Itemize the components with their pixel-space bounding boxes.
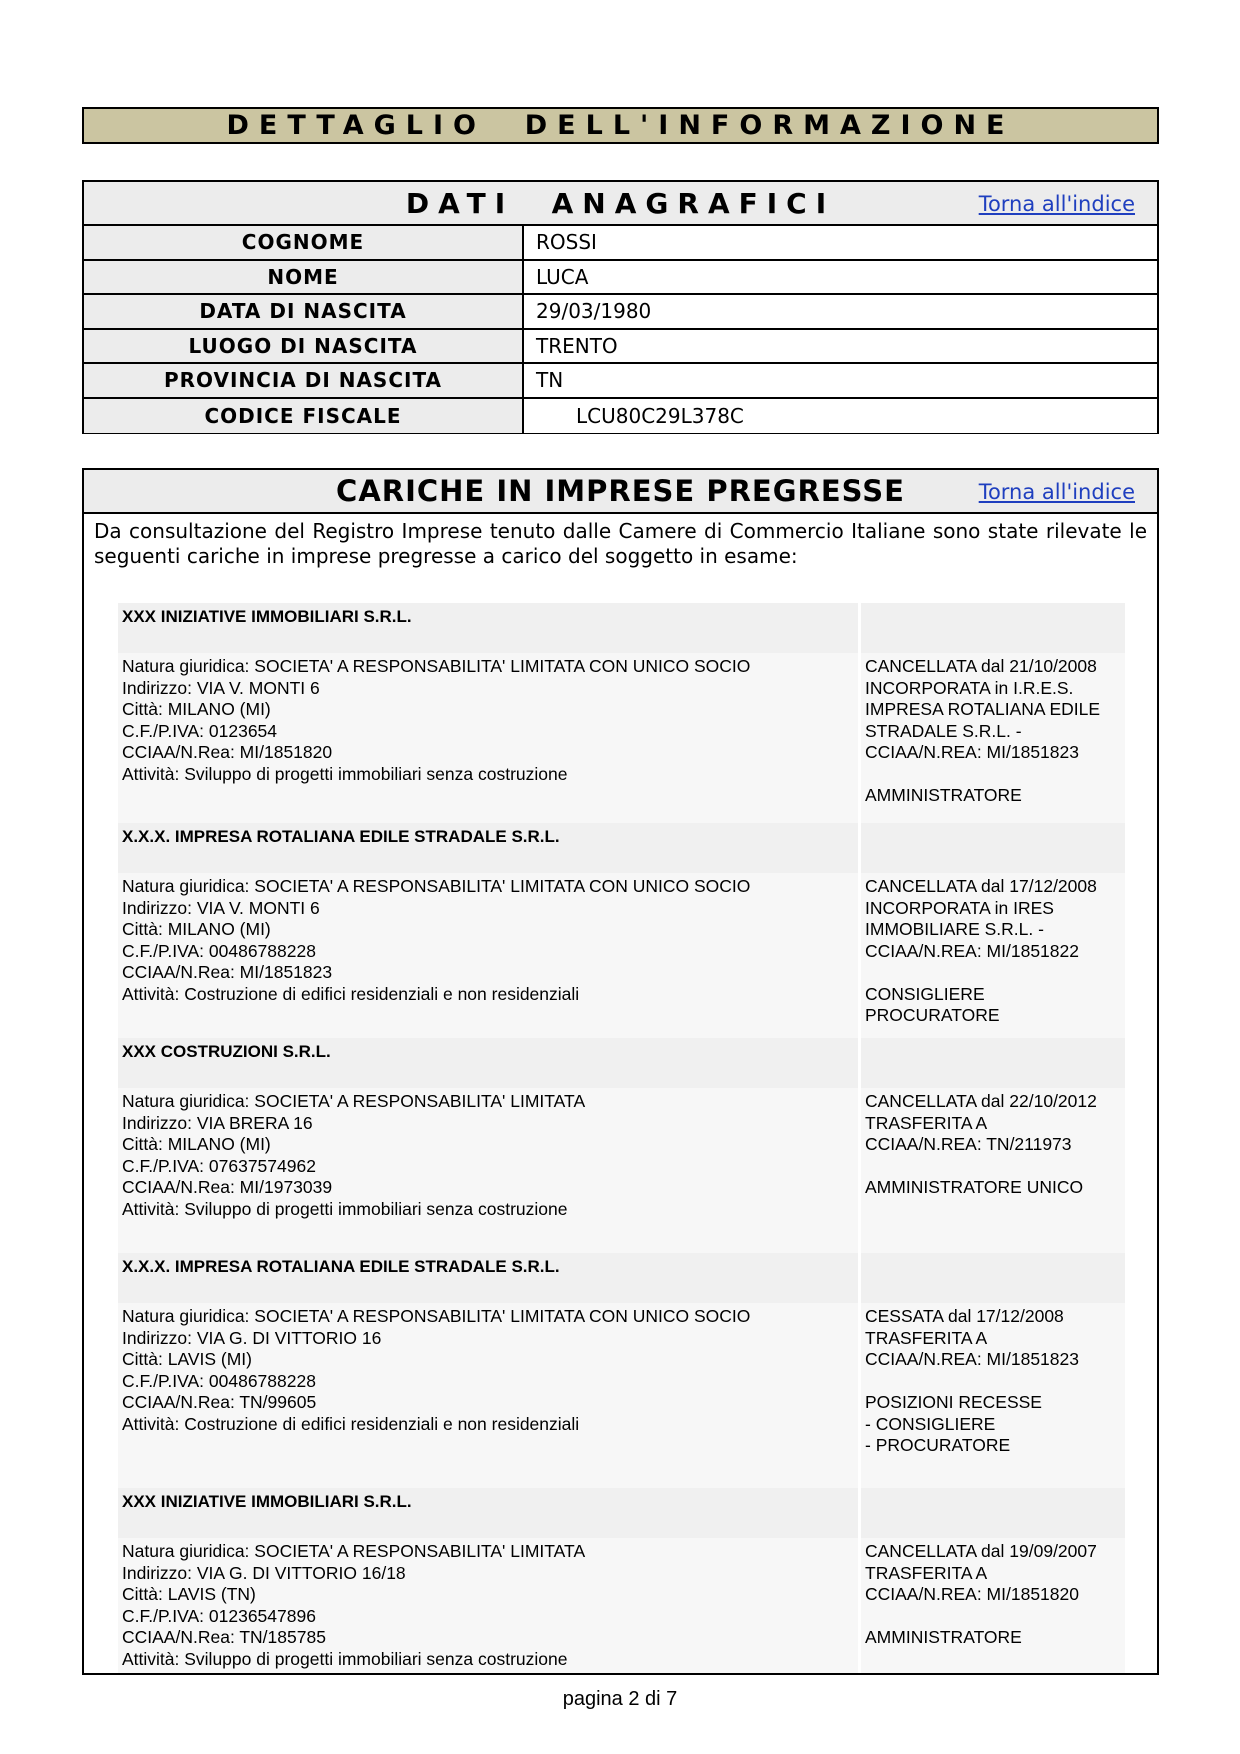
impresa-detail-line: C.F./P.IVA: 0123654 <box>122 720 278 741</box>
impresa-status-line: CANCELLATA dal 21/10/2008 <box>865 656 1097 676</box>
cariche-title: CARICHE IN IMPRESE PREGRESSE <box>336 474 905 508</box>
impresa-status-line <box>865 764 1121 786</box>
impresa-status-line: PROCURATORE <box>865 1005 1000 1025</box>
impresa-status-line: AMMINISTRATORE <box>865 785 1022 805</box>
impresa-status-line: TRASFERITA A <box>865 1327 988 1348</box>
page-number: pagina 2 di 7 <box>562 1688 678 1710</box>
impresa-detail-line: C.F./P.IVA: 07637574962 <box>122 1155 316 1176</box>
impresa-detail-line: Indirizzo: VIA BRERA 16 <box>122 1112 313 1133</box>
impresa-header-empty <box>861 603 1125 653</box>
impresa-header-empty <box>861 823 1125 873</box>
impresa-status-line: CCIAA/N.REA: MI/1851823 <box>865 1349 1079 1369</box>
impresa-detail-line: Indirizzo: VIA V. MONTI 6 <box>122 677 320 698</box>
impresa-detail-line: Attività: Sviluppo di progetti immobiliari senza costruzione <box>122 1198 568 1219</box>
impresa-status-line: CCIAA/N.REA: MI/1851820 <box>865 1584 1079 1604</box>
impresa-details <box>118 1088 858 1253</box>
impresa-detail-line: CCIAA/N.Rea: MI/1851823 <box>122 962 333 982</box>
impresa-status-line: CCIAA/N.REA: MI/1851822 <box>865 940 1079 961</box>
impresa-header-row <box>118 1038 1125 1088</box>
impresa-status-line: POSIZIONI RECESSE <box>865 1392 1042 1412</box>
impresa-status-line: TRASFERITA A <box>865 1562 988 1583</box>
impresa-header-row <box>118 1488 1125 1538</box>
anag-value: LCU80C29L378C <box>524 399 1157 434</box>
anag-row-luogo-nascita <box>84 330 1157 365</box>
impresa-header-empty <box>861 1488 1125 1538</box>
impresa-header-row <box>118 603 1125 653</box>
impresa-status-line: AMMINISTRATORE UNICO <box>865 1177 1084 1197</box>
impresa-status-line: CCIAA/N.REA: TN/211973 <box>865 1134 1072 1154</box>
anag-label: CODICE FISCALE <box>84 399 524 434</box>
torna-indice-link[interactable]: Torna all'indice <box>978 192 1135 216</box>
impresa-detail-line: Città: MILANO (MI) <box>122 919 271 939</box>
impresa-header-empty <box>861 1253 1125 1303</box>
anag-row-cognome <box>84 226 1157 261</box>
impresa-details <box>118 1538 858 1675</box>
impresa-name: XXX INIZIATIVE IMMOBILIARI S.R.L. <box>118 603 858 653</box>
impresa-header-empty <box>861 1038 1125 1088</box>
anag-value: TN <box>524 364 1157 397</box>
impresa-detail-line: Città: LAVIS (MI) <box>122 1349 252 1369</box>
impresa-detail-row <box>118 653 1125 823</box>
impresa-detail-line: Natura giuridica: SOCIETA' A RESPONSABILITA' LIMITATA CON UNICO SOCIO <box>122 876 751 896</box>
impresa-detail-line: Indirizzo: VIA G. DI VITTORIO 16 <box>122 1327 382 1348</box>
impresa-status-line: INCORPORATA in IRES <box>865 897 1054 918</box>
impresa-status-line: CONSIGLIERE <box>865 983 985 1004</box>
dati-anagrafici-section <box>82 180 1159 434</box>
impresa-status-line: AMMINISTRATORE <box>865 1627 1022 1647</box>
anag-row-provincia-nascita <box>84 364 1157 399</box>
impresa-status-line: - PROCURATORE <box>865 1435 1011 1455</box>
impresa-status-line <box>865 1606 1121 1628</box>
impresa-status-line: INCORPORATA in I.R.E.S. <box>865 677 1074 698</box>
impresa-detail-line: Natura giuridica: SOCIETA' A RESPONSABILITA' LIMITATA CON UNICO SOCIO <box>122 656 751 676</box>
impresa-header-row <box>118 823 1125 873</box>
cariche-header <box>84 470 1157 514</box>
impresa-detail-line: Indirizzo: VIA V. MONTI 6 <box>122 897 320 918</box>
anag-value: ROSSI <box>524 226 1157 259</box>
impresa-name: XXX COSTRUZIONI S.R.L. <box>118 1038 858 1088</box>
impresa-status-line: STRADALE S.R.L. - <box>865 720 1022 741</box>
impresa-detail-line: Natura giuridica: SOCIETA' A RESPONSABILITA' LIMITATA <box>122 1541 586 1561</box>
anag-label: NOME <box>84 261 524 294</box>
anag-row-nome <box>84 261 1157 296</box>
impresa-detail-line: C.F./P.IVA: 00486788228 <box>122 1370 316 1391</box>
anag-value: 29/03/1980 <box>524 295 1157 328</box>
anag-value: TRENTO <box>524 330 1157 363</box>
impresa-detail-line: Attività: Costruzione di edifici residenziali e non residenziali <box>122 1413 580 1434</box>
torna-indice-link[interactable]: Torna all'indice <box>978 480 1135 504</box>
anag-value: LUCA <box>524 261 1157 294</box>
impresa-detail-line: C.F./P.IVA: 01236547896 <box>122 1605 316 1626</box>
impresa-detail-row <box>118 1088 1125 1253</box>
impresa-status-line <box>865 962 1121 984</box>
impresa-detail-line: Città: MILANO (MI) <box>122 699 271 719</box>
impresa-detail-line: C.F./P.IVA: 00486788228 <box>122 940 316 961</box>
impresa-details <box>118 653 858 823</box>
impresa-detail-line: Natura giuridica: SOCIETA' A RESPONSABILITA' LIMITATA CON UNICO SOCIO <box>122 1306 751 1326</box>
impresa-detail-line: Attività: Costruzione di edifici residenziali e non residenziali <box>122 983 580 1004</box>
impresa-status-line: CCIAA/N.REA: MI/1851823 <box>865 742 1079 762</box>
impresa-details <box>118 1303 858 1488</box>
impresa-header-row <box>118 1253 1125 1303</box>
impresa-detail-line: Attività: Sviluppo di progetti immobiliari senza costruzione <box>122 1648 568 1669</box>
page-title: DETTAGLIO DELL'INFORMAZIONE <box>82 107 1159 144</box>
impresa-detail-row <box>118 1538 1125 1675</box>
impresa-status <box>861 1088 1125 1253</box>
cariche-intro: Da consultazione del Registro Imprese tenuto dalle Camere di Commercio Italiane sono state rilevate le seguenti cariche in imprese pregresse a carico del soggetto in esame: <box>94 519 1147 568</box>
impresa-details <box>118 873 858 1038</box>
impresa-status-line: CANCELLATA dal 22/10/2012 <box>865 1091 1097 1111</box>
impresa-detail-row <box>118 1303 1125 1488</box>
impresa-detail-line: Città: MILANO (MI) <box>122 1134 271 1154</box>
cariche-section <box>82 468 1159 1675</box>
impresa-status-line <box>865 1371 1121 1393</box>
imprese-table <box>118 603 1125 1675</box>
impresa-detail-line: CCIAA/N.Rea: TN/185785 <box>122 1627 326 1647</box>
impresa-status <box>861 873 1125 1038</box>
impresa-detail-line: CCIAA/N.Rea: MI/1851820 <box>122 742 333 762</box>
impresa-detail-line: CCIAA/N.Rea: MI/1973039 <box>122 1177 333 1197</box>
anag-label: DATA DI NASCITA <box>84 295 524 328</box>
impresa-status-line: CANCELLATA dal 17/12/2008 <box>865 876 1097 896</box>
impresa-status <box>861 1303 1125 1488</box>
impresa-name: XXX INIZIATIVE IMMOBILIARI S.R.L. <box>118 1488 858 1538</box>
anag-row-data-nascita <box>84 295 1157 330</box>
dati-anagrafici-header <box>84 182 1157 226</box>
impresa-detail-line: CCIAA/N.Rea: TN/99605 <box>122 1392 317 1412</box>
impresa-status <box>861 653 1125 823</box>
impresa-name: X.X.X. IMPRESA ROTALIANA EDILE STRADALE S.R.L. <box>118 823 858 873</box>
impresa-status-line: IMMOBILIARE S.R.L. - <box>865 919 1044 939</box>
impresa-name: X.X.X. IMPRESA ROTALIANA EDILE STRADALE S.R.L. <box>118 1253 858 1303</box>
impresa-status-line: CANCELLATA dal 19/09/2007 <box>865 1541 1097 1561</box>
anag-label: PROVINCIA DI NASCITA <box>84 364 524 397</box>
impresa-detail-line: Natura giuridica: SOCIETA' A RESPONSABILITA' LIMITATA <box>122 1091 586 1111</box>
anag-row-codice-fiscale <box>84 399 1157 434</box>
anag-label: LUOGO DI NASCITA <box>84 330 524 363</box>
impresa-detail-line: Indirizzo: VIA G. DI VITTORIO 16/18 <box>122 1562 406 1583</box>
impresa-status-line: CESSATA dal 17/12/2008 <box>865 1306 1064 1326</box>
impresa-status <box>861 1538 1125 1675</box>
impresa-detail-row <box>118 873 1125 1038</box>
impresa-status-line: TRASFERITA A <box>865 1112 988 1133</box>
impresa-status-line: IMPRESA ROTALIANA EDILE <box>865 699 1101 719</box>
impresa-detail-line: Attività: Sviluppo di progetti immobiliari senza costruzione <box>122 763 568 784</box>
impresa-status-line <box>865 1156 1121 1178</box>
anag-label: COGNOME <box>84 226 524 259</box>
impresa-detail-line: Città: LAVIS (TN) <box>122 1584 256 1604</box>
impresa-status-line: - CONSIGLIERE <box>865 1413 996 1434</box>
dati-anagrafici-title: DATI ANAGRAFICI <box>405 186 836 220</box>
